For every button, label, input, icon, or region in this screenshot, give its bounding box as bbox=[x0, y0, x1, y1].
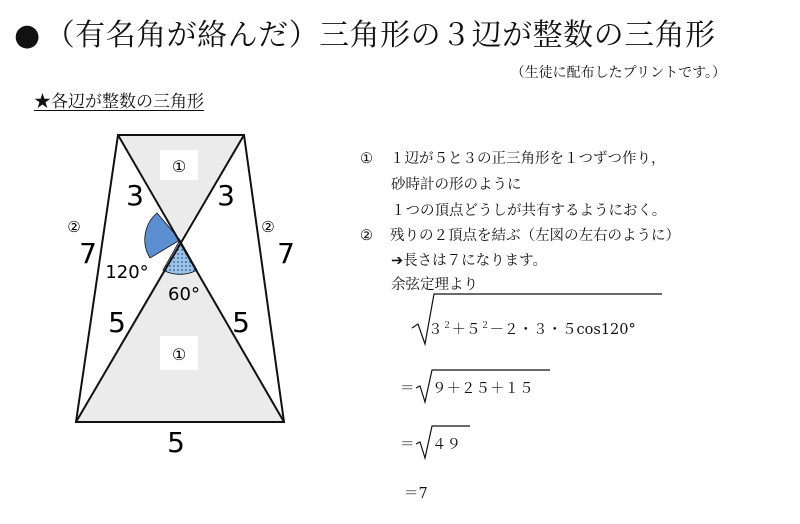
left-side-label: 7 bbox=[79, 237, 97, 270]
cosine-law-expression bbox=[428, 318, 636, 339]
bottom-triangle-mark: ① bbox=[171, 345, 187, 364]
top-triangle-mark: ① bbox=[171, 157, 187, 176]
upper-left-side-label: 3 bbox=[126, 179, 144, 212]
eq-sign-2: ＝ bbox=[400, 381, 415, 397]
expr1-b-exponent: ２ bbox=[480, 321, 490, 332]
expr-49: ４９ bbox=[432, 437, 461, 453]
step-2-number: ② bbox=[360, 228, 373, 244]
hourglass-figure bbox=[0, 0, 360, 524]
result: ＝7 bbox=[404, 486, 428, 502]
expr1-rest: －２・３・５cos120° bbox=[489, 322, 636, 338]
step-1-text-1: １辺が５と３の正三角形を１つずつ作り， bbox=[390, 151, 666, 167]
lower-left-side-label: 5 bbox=[108, 306, 126, 339]
expr-sum: ９＋２５＋１５ bbox=[432, 381, 534, 397]
distribution-note: （生徒に配布したプリントです。） bbox=[510, 65, 726, 81]
step-1-line-2: 砂時計の形のように bbox=[391, 177, 522, 193]
expr1-a-exponent: ２ bbox=[442, 321, 452, 332]
right-side-mark: ② bbox=[261, 218, 275, 236]
right-side-label: 7 bbox=[277, 237, 295, 270]
step-1-line-1 bbox=[360, 147, 666, 168]
angle-120-label: 120° bbox=[105, 262, 149, 283]
step-2-line-3: 余弦定理より bbox=[391, 277, 478, 293]
expr1-b: ＋５ bbox=[451, 322, 481, 338]
eq-sign-3: ＝ bbox=[400, 437, 415, 453]
step-2-line-2: ➔長さは７になります。 bbox=[391, 253, 547, 269]
expr1-a: ３ bbox=[428, 322, 443, 338]
title-bullet: ● bbox=[14, 18, 41, 53]
step-1-number: ① bbox=[360, 151, 373, 167]
step-2-text-1: 残りの２頂点を結ぶ（左図の左右のように） bbox=[390, 228, 680, 244]
angle-60-label: 60° bbox=[168, 284, 200, 305]
lower-right-side-label: 5 bbox=[232, 306, 250, 339]
bottom-side-label: 5 bbox=[167, 426, 185, 459]
section-heading: ★各辺が整数の三角形 bbox=[34, 92, 204, 112]
step-1-line-3: １つの頂点どうしが共有するようにおく。 bbox=[391, 203, 667, 219]
step-2-line-1 bbox=[360, 224, 680, 245]
upper-right-side-label: 3 bbox=[217, 179, 235, 212]
title-text: （有名角が絡んだ）三角形の３辺が整数の三角形 bbox=[44, 18, 716, 53]
left-side-mark: ② bbox=[67, 218, 81, 236]
